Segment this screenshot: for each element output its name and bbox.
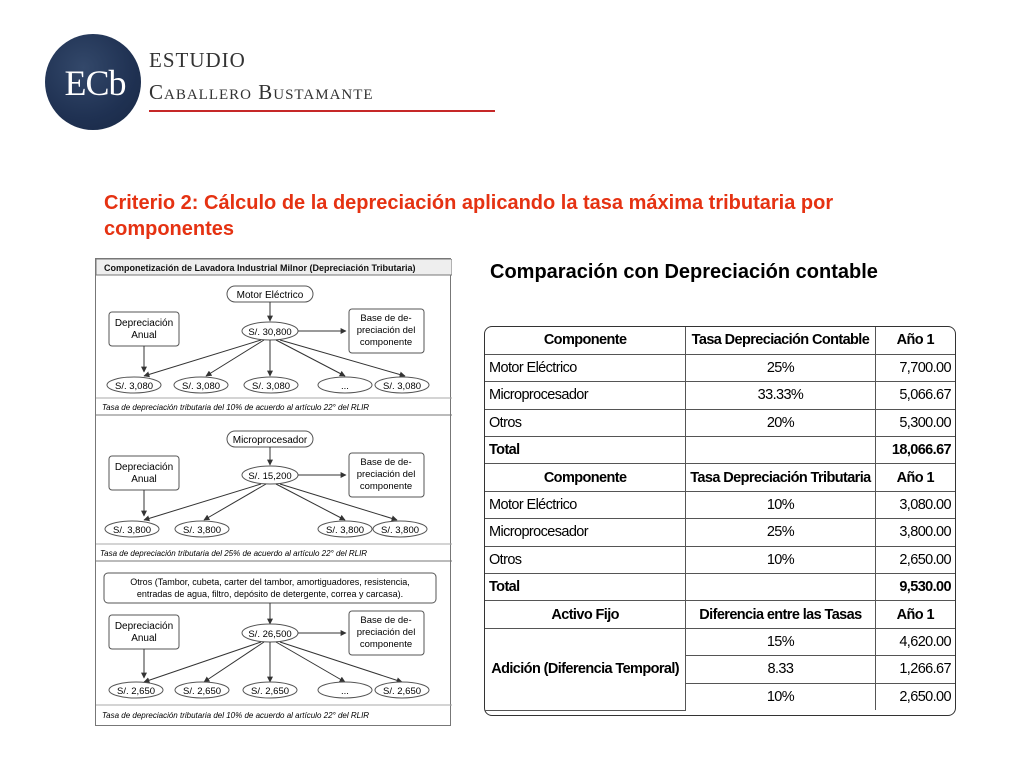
table-header-row bbox=[485, 464, 955, 491]
cell-amount: 7,700.00 bbox=[875, 354, 955, 381]
svg-text:Anual: Anual bbox=[131, 330, 157, 341]
cell-empty bbox=[686, 574, 875, 601]
cell-component: Microprocesador bbox=[485, 382, 686, 409]
amount: ... bbox=[341, 381, 349, 392]
svg-text:componente: componente bbox=[359, 337, 413, 348]
depreciation-label: Depreciación bbox=[114, 621, 174, 632]
table-total-row bbox=[485, 437, 955, 464]
section-otros bbox=[96, 573, 452, 720]
cell-total-label: Total bbox=[485, 437, 686, 464]
section-microprocesador bbox=[96, 431, 452, 561]
svg-text:componente: componente bbox=[359, 639, 413, 650]
slide-title: Criterio 2: Cálculo de la depreciación aplicando la tasa máxima tributaria por componentes bbox=[104, 192, 834, 240]
amount: S/. 3,800 bbox=[112, 525, 152, 536]
svg-text:componente: componente bbox=[359, 481, 413, 492]
svg-text:preciación del: preciación del bbox=[356, 469, 416, 480]
cell-rate-diff: 15% bbox=[686, 628, 875, 655]
cell-amount: 2,650.00 bbox=[875, 546, 955, 573]
amount: S/. 3,080 bbox=[181, 381, 221, 392]
cell-amount: 5,066.67 bbox=[875, 382, 955, 409]
cell-rate: 33.33% bbox=[686, 382, 875, 409]
cell-amount: 5,300.00 bbox=[875, 409, 955, 436]
logo-text-line1: ESTUDIO bbox=[149, 48, 246, 72]
base-value: S/. 30,800 bbox=[248, 327, 292, 338]
svg-text:entradas de agua, filtro, depó: entradas de agua, filtro, depósito de detergente, correa y carcasa). bbox=[136, 589, 404, 599]
amount: S/. 2,650 bbox=[382, 686, 422, 697]
amount: S/. 3,080 bbox=[251, 381, 291, 392]
amount: S/. 3,080 bbox=[382, 381, 422, 392]
cell-total-amount: 9,530.00 bbox=[875, 574, 955, 601]
componentization-diagram bbox=[95, 258, 451, 726]
header-cell: Componente bbox=[485, 327, 686, 354]
cell-component: Otros bbox=[485, 409, 686, 436]
header-cell: Año 1 bbox=[875, 327, 955, 354]
section-note: Tasa de depreciación tributaria del 25% de acuerdo al artículo 22° del RLIR bbox=[100, 549, 368, 558]
depreciation-label: Depreciación bbox=[114, 318, 174, 329]
table-row bbox=[485, 628, 955, 655]
header-cell: Tasa Depreciación Contable bbox=[686, 327, 875, 354]
cell-rate: 25% bbox=[686, 354, 875, 381]
cell-amount: 4,620.00 bbox=[875, 628, 955, 655]
cell-amount: 3,080.00 bbox=[875, 491, 955, 518]
table-total-row bbox=[485, 574, 955, 601]
amount: S/. 2,650 bbox=[250, 686, 290, 697]
cell-component: Motor Eléctrico bbox=[485, 354, 686, 381]
cell-amount: 1,266.67 bbox=[875, 656, 955, 683]
header-cell: Activo Fijo bbox=[485, 601, 686, 628]
component-name: Motor Eléctrico bbox=[236, 290, 304, 301]
table-row bbox=[485, 491, 955, 518]
depreciation-label: Depreciación bbox=[114, 462, 174, 473]
svg-text:preciación del: preciación del bbox=[356, 627, 416, 638]
cell-total-amount: 18,066.67 bbox=[875, 437, 955, 464]
svg-text:Anual: Anual bbox=[131, 474, 157, 485]
cell-total-label: Total bbox=[485, 574, 686, 601]
amount: S/. 2,650 bbox=[116, 686, 156, 697]
amount: S/. 3,800 bbox=[325, 525, 365, 536]
base-value: S/. 26,500 bbox=[248, 629, 292, 640]
header-cell: Diferencia entre las Tasas bbox=[686, 601, 875, 628]
comparison-subtitle: Comparación con Depreciación contable bbox=[490, 261, 878, 283]
cell-component: Microprocesador bbox=[485, 519, 686, 546]
section-note: Tasa de depreciación tributaria del 10% de acuerdo al artículo 22° del RLIR bbox=[102, 711, 370, 720]
header-cell: Año 1 bbox=[875, 464, 955, 491]
cell-rate: 10% bbox=[686, 491, 875, 518]
header-cell: Tasa Depreciación Tributaria bbox=[686, 464, 875, 491]
table-header-row bbox=[485, 327, 955, 354]
cell-rate-diff: 10% bbox=[686, 683, 875, 710]
table-row bbox=[485, 409, 955, 436]
diagram-header: Componetización de Lavadora Industrial Milnor (Depreciación Tributaria) bbox=[104, 263, 416, 273]
base-label: Base de de- bbox=[360, 313, 412, 324]
cell-component: Otros bbox=[485, 546, 686, 573]
base-value: S/. 15,200 bbox=[248, 471, 292, 482]
logo-text-line2: Caballero Bustamante bbox=[149, 80, 374, 104]
cell-rate: 25% bbox=[686, 519, 875, 546]
table-row bbox=[485, 354, 955, 381]
cell-group-label: Adición (Diferencia Temporal) bbox=[485, 628, 686, 710]
logo-divider bbox=[149, 110, 495, 112]
component-name: Otros (Tambor, cubeta, carter del tambor, amortiguadores, resistencia, bbox=[130, 577, 410, 587]
table-header-row bbox=[485, 601, 955, 628]
header-cell: Año 1 bbox=[875, 601, 955, 628]
table-row bbox=[485, 519, 955, 546]
cell-component: Motor Eléctrico bbox=[485, 491, 686, 518]
svg-text:Anual: Anual bbox=[131, 633, 157, 644]
amount: S/. 3,800 bbox=[380, 525, 420, 536]
table-row bbox=[485, 382, 955, 409]
header-cell: Componente bbox=[485, 464, 686, 491]
base-label: Base de de- bbox=[360, 457, 412, 468]
svg-text:preciación del: preciación del bbox=[356, 325, 416, 336]
cell-rate-diff: 8.33 bbox=[686, 656, 875, 683]
amount: S/. 2,650 bbox=[182, 686, 222, 697]
logo-circle bbox=[45, 34, 141, 130]
amount: S/. 3,080 bbox=[114, 381, 154, 392]
cell-empty bbox=[686, 437, 875, 464]
company-logo bbox=[45, 34, 515, 134]
comparison-table bbox=[484, 326, 956, 716]
logo-mark: ECb bbox=[64, 63, 126, 103]
amount: S/. 3,800 bbox=[182, 525, 222, 536]
table-row bbox=[485, 546, 955, 573]
section-motor-electrico bbox=[96, 286, 452, 415]
base-label: Base de de- bbox=[360, 615, 412, 626]
cell-rate: 20% bbox=[686, 409, 875, 436]
cell-amount: 2,650.00 bbox=[875, 683, 955, 710]
cell-rate: 10% bbox=[686, 546, 875, 573]
amount: ... bbox=[341, 686, 349, 697]
component-name: Microprocesador bbox=[232, 435, 308, 446]
cell-amount: 3,800.00 bbox=[875, 519, 955, 546]
section-note: Tasa de depreciación tributaria del 10% de acuerdo al artículo 22° del RLIR bbox=[102, 403, 370, 412]
